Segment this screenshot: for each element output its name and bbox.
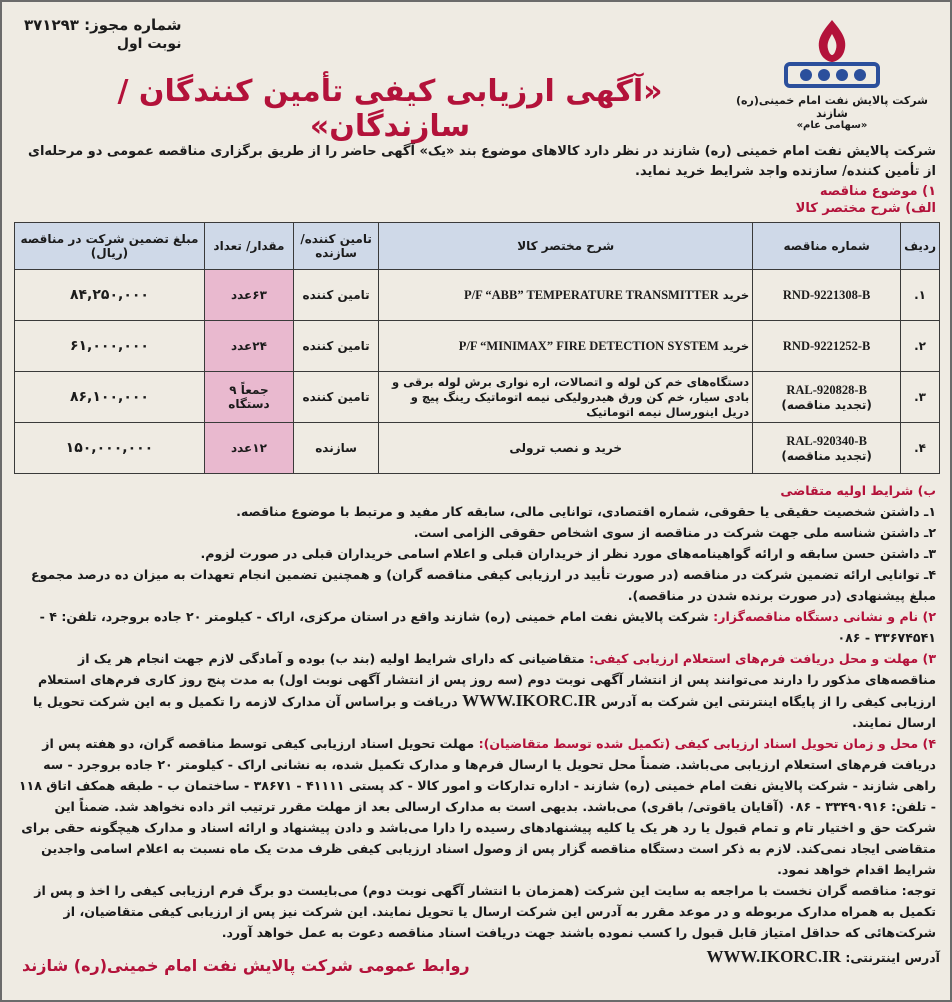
quantity: ۱۲عدد (204, 423, 293, 474)
col-header-row-no: ردیف (901, 223, 940, 270)
section3-text: متقاضیانی که دارای شرایط اولیه (بند ب) بوده و آمادگی لازم جهت انجام هر یک از مناقصه‌های مذکور را دارند می‌توانند پس از انتشار آگهی نوبت دوم (سه روز پس از انتشار آگهی نوبت اول) به مدت پنج روز کاری فرم‌های استعلام ارزیابی کیفی را از پایگاه اینترنتی این شرکت به آدرس (38, 651, 936, 709)
table-row (15, 270, 940, 321)
items-table (14, 222, 940, 474)
row-number: ۱. (901, 270, 940, 321)
section4-label: ۴) محل و زمان تحویل اسناد ارزیابی کیفی (تکمیل شده توسط متقاضیان): (478, 736, 936, 751)
website-link[interactable]: WWW.IKORC.IR (462, 691, 597, 710)
header (12, 10, 940, 144)
quantity: جمعاً ۹ دستگاه (204, 372, 293, 423)
page-title: «آگهی ارزیابی کیفی تأمین کنندگان / سازندگان» (117, 74, 663, 144)
guarantee-amount: ۸۶,۱۰۰,۰۰۰ (15, 372, 205, 423)
section2-text: شرکت پالایش نفت امام خمینی (ره) شازند واقع در استان مرکزی، اراک - کیلومتر ۲۰ جاده بروجرد، تلفن: ۴ - ۳۳۶۷۴۵۴۱ - ۰۸۶ (39, 609, 936, 645)
oil-flame-logo-icon (772, 14, 892, 92)
item-description: خرید P/F “ABB” TEMPERATURE TRANSMITTER (379, 270, 753, 321)
web-address-link[interactable]: WWW.IKORC.IR (706, 947, 841, 966)
note-paragraph: توجه: مناقصه گران نخست با مراجعه به سایت این شرکت (همزمان با انتشار آگهی نوبت دوم) می‌بایست دو برگ فرم ارزیابی کیفی را اخذ و پس از تکمیل به همراه مدارک مربوطه و در موعد مقرر به آدرس این شرکت ارسال یا تحویل نمایند. این شرکت نیز پس از ارزیابی کیفی متقاضیان، از شرکت‌هائی که حداقل امتیاز قابل قبول را کسب نموده باشند جهت دریافت اسناد مناقصه دعوت به عمل خواهد آورد. (34, 883, 936, 940)
section3-label: ۳) مهلت و محل دریافت فرم‌های استعلام ارزیابی کیفی: (589, 651, 936, 666)
col-header-tender: شماره مناقصه (753, 223, 901, 270)
col-header-desc: شرح مختصر کالا (379, 223, 753, 270)
col-header-supplier: تامین کننده/ سازنده (294, 223, 379, 270)
org-name: شرکت پالایش نفت امام خمینی(ره) شازند (736, 94, 928, 120)
supplier-type: تامین کننده (294, 372, 379, 423)
section1-heading: ۱) موضوع مناقصه (819, 184, 936, 199)
section2-paragraph (16, 606, 936, 648)
section3-text-2: دریافت و براساس آن مدارک لازمه را تکمیل و به این شرکت تحویل یا ارسال نمایند. (33, 694, 936, 730)
row-number: ۲. (901, 321, 940, 372)
condition-item: ۱ـ داشتن شخصیت حقیقی یا حقوقی، شماره اقتصادی، توانایی مالی، سابقه کار مفید و مرتبط با موضوع مناقصه. (236, 504, 936, 519)
col-header-amount: مبلغ تضمین شرکت در مناقصه (ریال) (15, 223, 205, 270)
permit-number: شماره مجوز: ۳۷۱۲۹۳ (24, 16, 182, 34)
footer (12, 947, 940, 977)
intro-paragraph: شرکت پالایش نفت امام خمینی (ره) شازند در نظر دارد کالاهای موضوع بند «یک» آگهی حاضر را از طریق برگزاری مناقصه عمومی دو مرحله‌ای از تأمین کننده/ سازنده واجد شرایط خرید نماید. (28, 144, 936, 179)
row-number: ۳. (901, 372, 940, 423)
supplier-type: سازنده (294, 423, 379, 474)
item-description: خرید و نصب ترولی (379, 423, 753, 474)
condition-item: ۴ـ توانایی ارائه تضمین شرکت در مناقصه (در صورت تأیید در ارزیابی کیفی مناقصه گران) و همچنین تضمین انجام تعهدات به میزان ده درصد مجموع مبلغ پیشنهادی (در صورت برنده شدن در مناقصه). (31, 567, 936, 603)
section1-subheading: الف) شرح مختصر کالا (795, 201, 936, 216)
condition-item: ۳ـ داشتن حسن سابقه و ارائه گواهینامه‌های مورد نظر از خریداران قبلی و اعلام اسامی خریداران قبلی در صورت لزوم. (200, 546, 936, 561)
guarantee-amount: ۶۱,۰۰۰,۰۰۰ (15, 321, 205, 372)
item-description: خرید P/F “MINIMAX” FIRE DETECTION SYSTEM (379, 321, 753, 372)
supplier-type: تامین کننده (294, 270, 379, 321)
section4-text: مهلت تحویل اسناد ارزیابی کیفی توسط مناقصه گران، دو هفته پس از دریافت فرم‌های استعلام ارزیابی می‌باشد. ضمناً محل تحویل یا ارسال فرم‌ها و مدارک تکمیل شده، به نشانی اراک - کیلومتر ۲۰ جاده بروجرد - سه راهی شازند - شرکت پالایش نفت امام خمینی (ره) شازند - اداره تدارکات و امور کالا - کد پستی ۴۱۱۱۱ - ۳۸۶۷۱ - ساختمان ب - طبقه همکف اتاق ۱۱۸ - تلفن: ۳۳۴۹۰۹۱۶ - ۰۸۶ (آقایان یاقوتی/ باقری) می‌باشد. بدیهی است به مدارک ارسالی بعد از مهلت مقرر ترتیب اثر داده نخواهد شد. ضمناً این شرکت حق و اختیار تام و تمام قبول یا رد هر یک یا کلیه پیشنهادهای رسیده را دارا می‌باشد و دادن پیشنهاد و ارائه اسناد و مدارک هیچگونه حقی برای متقاضی ایجاد نمی‌کند. لازم به ذکر است دستگاه مناقصه گزار پس از وصول اسناد ارزیابی کیفی ظرف مدت یک ماه نسبت به اعلام اسامی واجدین شرایط اقدام خواهد نمود. (18, 736, 936, 877)
quantity: ۶۳عدد (204, 270, 293, 321)
org-type: «سهامی عام» (796, 120, 868, 131)
supplier-type: تامین کننده (294, 321, 379, 372)
guarantee-amount: ۱۵۰,۰۰۰,۰۰۰ (15, 423, 205, 474)
web-address-label: آدرس اینترنتی: (845, 950, 940, 965)
org-logo-block (732, 14, 932, 131)
table-row (15, 423, 940, 474)
guarantee-amount: ۸۴,۲۵۰,۰۰۰ (15, 270, 205, 321)
section4-paragraph (16, 733, 936, 880)
tender-number: RND-9221252-B (753, 321, 901, 372)
permit-block (24, 16, 181, 52)
tender-number: RAL-920828-B (تجدید مناقصه) (753, 372, 901, 423)
publication-round: نوبت اول (116, 36, 182, 52)
table-row (15, 321, 940, 372)
row-number: ۴. (901, 423, 940, 474)
item-description: دستگاه‌های خم کن لوله و اتصالات، اره نواری برش لوله برقی و بادی سیار، خم کن ورق هیدرولیکی نیمه اتوماتیک رینگ پیچ و دریل اینورسال نیمه اتوماتیک (379, 372, 753, 423)
section3-paragraph (16, 648, 936, 733)
table-row (15, 372, 940, 423)
public-relations-signature: روابط عمومی شرکت پالایش نفت امام خمینی(ره) شازند (22, 956, 470, 975)
table-header-row (15, 223, 940, 270)
quantity: ۲۴عدد (204, 321, 293, 372)
tender-number: RND-9221308-B (753, 270, 901, 321)
tender-number: RAL-920340-B (تجدید مناقصه) (753, 423, 901, 474)
condition-item: ۲ـ داشتن شناسه ملی جهت شرکت در مناقصه از سوی اشخاص حقوقی الزامی است. (413, 525, 936, 540)
col-header-qty: مقدار/ تعداد (204, 223, 293, 270)
conditions-heading: ب) شرایط اولیه متقاضی (780, 483, 936, 498)
section2-label: ۲) نام و نشانی دستگاه مناقصه‌گزار: (713, 609, 936, 624)
